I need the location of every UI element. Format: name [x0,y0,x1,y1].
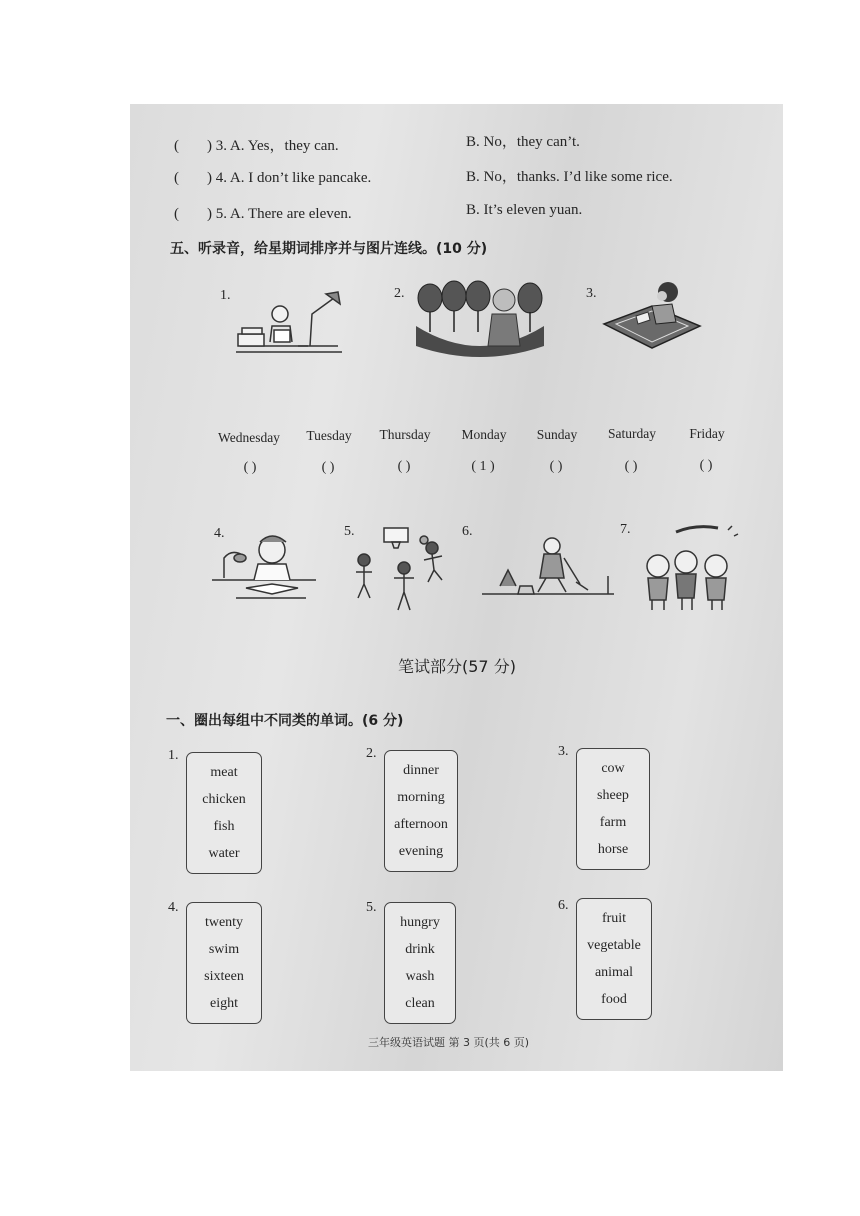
day-label: Saturday [608,426,656,441]
picture-boy-planting [480,528,616,604]
written-part-title: 笔试部分(57 分) [398,657,516,676]
group-number: 5. [366,900,377,915]
order-answer-blank[interactable]: ( ) [549,459,563,474]
word-group-3 [576,748,650,870]
word-option[interactable]: chicken [202,791,246,807]
picture-reading-at-desk [230,284,348,362]
picture-number: 3. [586,286,597,301]
word-option[interactable]: vegetable [587,937,641,953]
day-label: Monday [461,427,507,442]
written-section-1-title: 一、圈出每组中不同类的单词。(6 分) [166,713,404,729]
day-label: Thursday [379,427,431,442]
order-answer-blank[interactable]: ( ) [624,459,638,474]
word-option[interactable]: eight [210,995,238,1011]
word-option[interactable]: food [601,991,627,1007]
word-option[interactable]: drink [405,941,435,957]
word-option[interactable]: hungry [400,914,440,930]
exam-page [130,104,783,1071]
word-option[interactable]: wash [405,968,435,984]
word-option[interactable]: water [208,845,240,861]
word-option[interactable]: horse [597,841,629,857]
order-answer-blank[interactable]: ( 1 ) [471,459,495,474]
word-group-2 [384,750,458,872]
word-option[interactable]: fish [213,818,235,834]
answer-paren-open: ( [174,138,179,154]
picture-boy-homework [210,528,318,608]
question-3-option-b: B. No，they can’t. [466,134,580,150]
page-footer: 三年级英语试题 第 3 页(共 6 页) [368,1036,530,1049]
word-option[interactable]: clean [405,995,435,1011]
group-number: 1. [168,748,179,763]
word-option[interactable]: meat [210,764,238,780]
group-number: 4. [168,900,179,915]
picture-number: 7. [620,522,631,537]
picture-number: 4. [214,526,225,541]
word-option[interactable]: sixteen [204,968,244,984]
word-option[interactable]: swim [208,941,240,957]
question-4-option-b: B. No，thanks. I’d like some rice. [466,169,673,185]
order-answer-blank[interactable]: ( ) [321,460,335,475]
word-option[interactable]: animal [594,964,634,980]
question-4 [174,170,371,187]
word-option[interactable]: dinner [403,762,439,778]
order-answer-blank[interactable]: ( ) [397,459,411,474]
order-answer-blank[interactable]: ( ) [699,458,713,473]
day-label: Wednesday [218,430,280,445]
option-a: 5. A. There are eleven. [215,206,352,222]
word-option[interactable]: evening [398,843,444,859]
answer-paren-open: ( [174,170,179,186]
word-option[interactable]: sheep [597,787,629,803]
picture-number: 2. [394,286,405,301]
question-5-option-b: B. It’s eleven yuan. [466,202,583,218]
word-group-5 [384,902,456,1024]
picture-park-girl [412,276,548,362]
word-group-6 [576,898,652,1020]
answer-paren-close: ) [207,138,212,154]
word-group-4 [186,902,262,1024]
picture-number: 5. [344,524,355,539]
group-number: 3. [558,744,569,759]
group-number: 2. [366,746,377,761]
picture-kids-basketball [350,524,450,616]
word-option[interactable]: fruit [601,910,627,926]
picture-number: 6. [462,524,473,539]
day-label: Friday [689,426,725,441]
group-number: 6. [558,898,569,913]
word-option[interactable]: morning [397,789,445,805]
order-answer-blank[interactable]: ( ) [243,460,257,475]
option-a: 4. A. I don’t like pancake. [215,170,372,186]
day-label: Sunday [536,427,578,442]
word-option[interactable]: twenty [204,914,244,930]
word-group-1 [186,752,262,874]
word-option[interactable]: farm [599,814,627,830]
answer-paren-close: ) [207,170,212,186]
question-3 [174,134,339,155]
picture-children-singing [636,522,742,614]
word-option[interactable]: cow [601,760,625,776]
question-5 [174,206,352,223]
answer-paren-open: ( [174,206,179,222]
section-5-title: 五、听录音，给星期词排序并与图片连线。(10 分) [170,241,488,257]
option-a: 3. A. Yes，they can. [215,138,339,154]
answer-paren-close: ) [207,206,212,222]
picture-boy-on-mat [600,276,704,356]
day-label: Tuesday [306,428,352,443]
word-option[interactable]: afternoon [394,816,448,832]
picture-number: 1. [220,288,231,303]
